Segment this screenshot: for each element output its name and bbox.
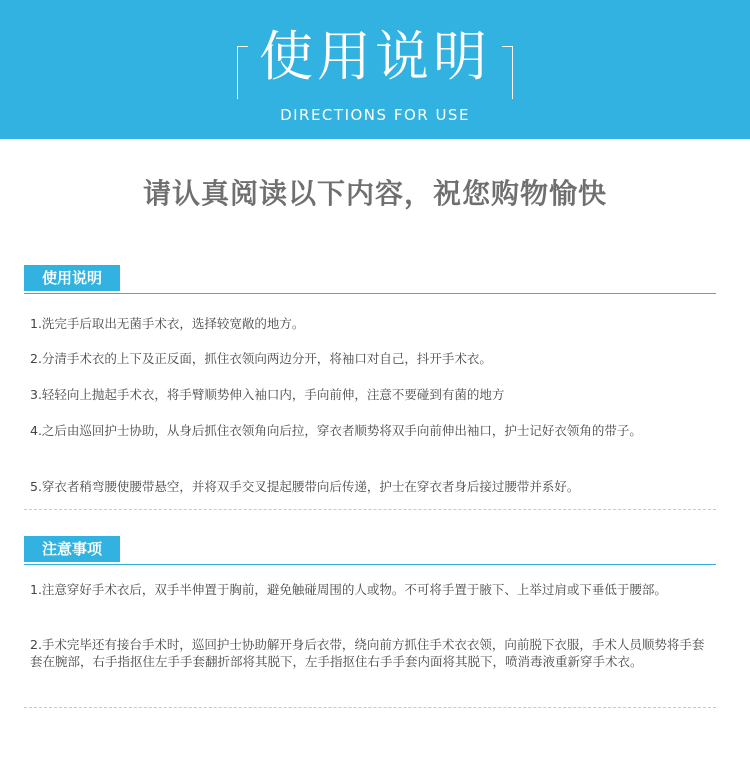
usage-item-5: 5.穿衣者稍弯腰使腰带悬空，并将双手交叉提起腰带向后传递，护士在穿衣者身后接过腰带并系好。 (30, 479, 580, 494)
section-tag-usage: 使用说明 (24, 265, 120, 291)
section-divider-1 (24, 509, 716, 510)
usage-item-3: 3.轻轻向上抛起手术衣，将手臂顺势伸入袖口内，手向前伸，注意不要碰到有菌的地方 (30, 387, 505, 402)
notes-item-2: 2.手术完毕还有接台手术时，巡回护士协助解开身后衣带，绕向前方抓住手术衣衣领，向前脱下衣服，手术人员顺势将手套套在腕部，右手指抠住左手手套翻折部将其脱下，左手指抠住右手手套内面将其脱下，喷消毒液重新穿手术衣。 (30, 637, 705, 669)
section-tag-notes: 注意事项 (24, 536, 120, 562)
header-banner (0, 0, 750, 139)
notes-item-1: 1.注意穿好手术衣后，双手半伸置于胸前，避免触碰周围的人或物。不可将手置于腋下、上举过肩或下垂低于腰部。 (30, 582, 667, 597)
banner-title: 使用说明 (259, 25, 491, 88)
usage-item-2: 2.分清手术衣的上下及正反面，抓住衣领向两边分开，将袖口对自己，抖开手术衣。 (30, 351, 492, 366)
slogan: 请认真阅读以下内容，祝您购物愉快 (142, 177, 607, 210)
usage-item-1: 1.洗完手后取出无菌手术衣，选择较宽敞的地方。 (30, 316, 305, 331)
section-header-notes (24, 536, 716, 565)
usage-item-4: 4.之后由巡回护士协助，从身后抓住衣领角向后拉，穿衣者顺势将双手向前伸出袖口，护士记好衣领角的带子。 (30, 423, 642, 438)
banner-subtitle: DIRECTIONS FOR USE (280, 106, 470, 124)
section-divider-2 (24, 707, 716, 708)
section-header-usage (24, 265, 716, 294)
